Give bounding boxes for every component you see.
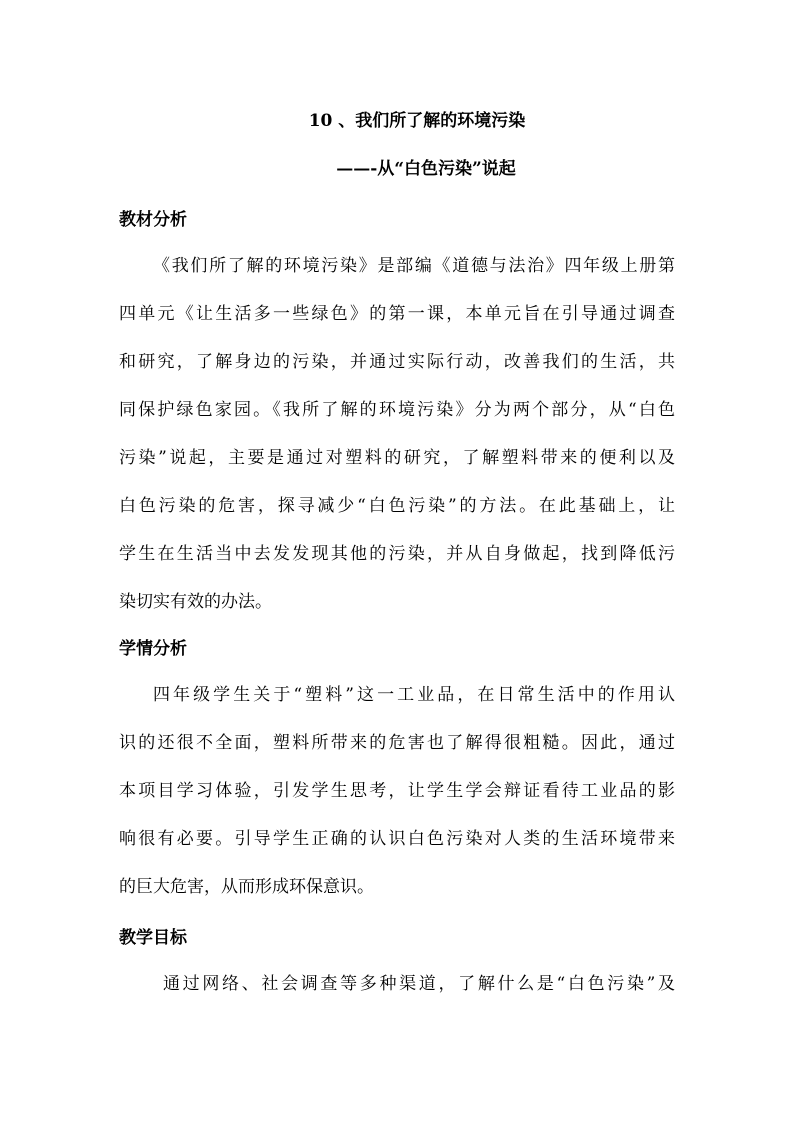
paragraph-line: 同保护绿色家园。《我所了解的环境污染》分为两个部分，从“白色 [119,400,675,420]
paragraph-line: 污染”说起，主要是通过对塑料的研究，了解塑料带来的便利以及 [119,448,675,468]
paragraph-line: 本项目学习体验，引发学生思考，让学生学会辩证看待工业品的影 [119,781,675,801]
paragraph-line: 四年级学生关于“塑料”这一工业品，在日常生活中的作用认 [153,685,675,705]
section-body-student-analysis [119,671,675,911]
paragraph-line: 四单元《让生活多一些绿色》的第一课，本单元旨在引导通过调查 [119,304,675,324]
paragraph-line: 《我们所了解的环境污染》是部编《道德与法治》四年级上册第 [153,256,675,276]
section-heading-student-analysis: 学情分析 [119,639,187,659]
section-heading-teaching-goals: 教学目标 [119,928,187,948]
document-title: 10 、我们所了解的环境污染 [308,111,526,131]
paragraph-line: 响很有必要。引导学生正确的认识白色污染对人类的生活环境带来 [119,829,675,849]
section-heading-textbook-analysis: 教材分析 [119,210,187,230]
paragraph-line: 学生在生活当中去发发现其他的污染，并从自身做起，找到降低污 [119,544,675,564]
document-subtitle: ——-从“白色污染”说起 [336,159,516,179]
paragraph-line: 白色污染的危害，探寻减少“白色污染”的方法。在此基础上，让 [119,496,675,516]
paragraph-line: 染切实有效的办法。 [119,592,272,612]
paragraph-line: 的巨大危害，从而形成环保意识。 [119,877,374,897]
paragraph-line: 识的还很不全面，塑料所带来的危害也了解得很粗糙。因此，通过 [119,733,675,753]
paragraph-line: 通过网络、社会调查等多种渠道，了解什么是“白色污染”及 [163,974,675,994]
section-body-teaching-goals [119,960,675,1008]
section-body-textbook-analysis [119,242,675,626]
paragraph-line: 和研究，了解身边的污染，并通过实际行动，改善我们的生活，共 [119,352,675,372]
